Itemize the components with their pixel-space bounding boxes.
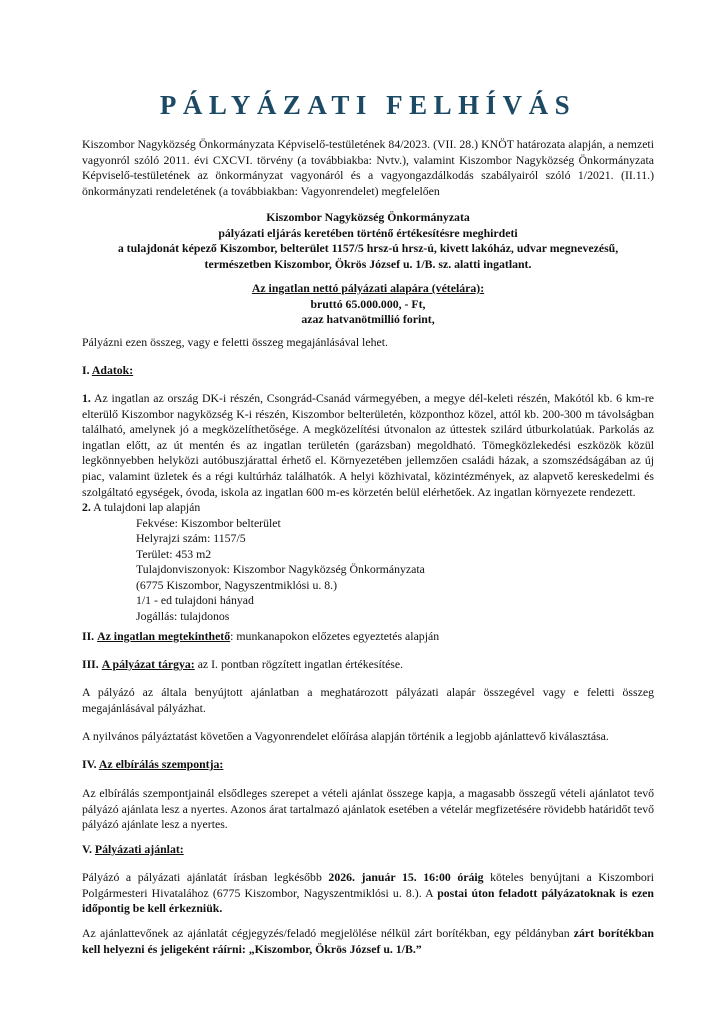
price-heading: Az ingatlan nettó pályázati alapára (vételára): <box>251 281 485 295</box>
section-5-paragraph-1 <box>82 870 654 917</box>
detail-owner-address: (6775 Kiszombor, Nagyszentmiklósi u. 8.) <box>136 577 338 592</box>
paragraph-1-number: 1. <box>82 391 91 405</box>
announcement-line-4: természetben Kiszombor, Ökrös József u. 1/B. sz. alatti ingatlant. <box>204 256 532 271</box>
section-5-heading <box>82 842 654 858</box>
announcement-line-2: pályázati eljárás keretében történő értékesítésre meghirdeti <box>218 225 518 240</box>
property-details <box>82 516 654 625</box>
section-2-number: II. <box>82 629 95 643</box>
paragraph-2-number: 2. <box>82 500 91 514</box>
envelope-password: zárt borítékban kell helyezni és jeligeként ráírni: „Kiszombor, Ökrös József u. 1/B.” <box>82 926 654 956</box>
detail-area: Terület: 453 m2 <box>136 546 212 561</box>
section-4-paragraph: Az elbírálás szempontjainál elsődleges szerepet a vételi ajánlat összege kapja, a magasabb összegű vételi ajánlatot tevő pályázó ajánlata lesz a nyertes. Azonos árat tartalmazó ajánlatok esetében a vételár megfizetésére rövidebb határidőt tevő pályázó ajánlate lesz a nyertes. <box>82 786 654 832</box>
bid-note: Pályázni ezen összeg, vagy e feletti összeg megajánlásával lehet. <box>82 335 388 349</box>
intro-paragraph: Kiszombor Nagyközség Önkormányzata Képviselő-testületének 84/2023. (VII. 28.) KNÖT határozata alapján, a nemzeti vagyonról szóló 2011. évi CXCVI. törvény (a továbbiakba: Nvtv.), valamint Kiszombor Nagyközség Önkormányzata Képviselő-testületének az önkormányzat vagyonáról és a vagyongazdálkodás szabályairól szóló 1/2021. (II.11.) önkormányzati rendeletének (a továbbiakban: Vagyonrendelet) megfelelően <box>82 137 654 198</box>
section-4-title: Az elbírálás szempontja: <box>98 757 224 771</box>
detail-ownership: Tulajdonviszonyok: Kiszombor Nagyközség Önkormányzata <box>136 562 425 577</box>
document-title: PÁLYÁZATI FELHÍVÁS <box>159 90 577 120</box>
announcement-line-3: a tulajdonát képező Kiszombor, belterület 1157/5 hrsz-ú hrsz-ú, kivett lakóház, udvar megnevezésű, <box>117 241 619 256</box>
price-in-words: azaz hatvanötmillió forint, <box>301 312 435 327</box>
price-block <box>82 281 654 328</box>
section-3-text: az I. pontban rögzített ingatlan értékesítése. <box>194 657 404 671</box>
submission-text: Pályázó a pályázati ajánlatát írásban legkésőbb <box>82 870 329 884</box>
announcement-line-1: Kiszombor Nagyközség Önkormányzata <box>266 210 470 224</box>
section-2-text: : munkanapokon előzetes egyeztetés alapján <box>230 629 440 643</box>
section-2 <box>82 629 654 645</box>
announcement-block <box>82 210 654 272</box>
submission-address-text: köteles benyújtani a Kiszombori Polgármesteri Hivatalához (6775 Kiszombor, Nagyszentmiklósi u. 8.). A <box>82 870 655 900</box>
detail-parcel-number: Helyrajzi szám: 1157/5 <box>136 531 246 546</box>
envelope-text: Az ajánlattevőnek az ajánlatát cégjegyzés/feladó megjelölése nélkül zárt borítékban, egy példányban <box>82 926 574 940</box>
section-2-title: Az ingatlan megtekinthető <box>97 629 231 643</box>
section-1-number: I. <box>82 363 90 377</box>
detail-legal-status: Jogállás: tulajdonos <box>136 608 230 623</box>
section-5-title: Pályázati ajánlat: <box>94 842 184 856</box>
section-5-number: V. <box>82 842 92 856</box>
paragraph-2-text: A tulajdoni lap alapján <box>93 500 201 514</box>
section-3-paragraph-2: A nyilvános pályáztatást követően a Vagyonrendelet előírása alapján történik a legjobb ajánlattevő kiválasztása. <box>82 729 609 743</box>
section-5-paragraph-2 <box>82 926 654 957</box>
section-4-number: IV. <box>82 757 97 771</box>
detail-share: 1/1 - ed tulajdoni hányad <box>136 593 254 608</box>
section-1-paragraph-2 <box>82 500 654 624</box>
section-1-heading <box>82 363 654 379</box>
paragraph-1-text: Az ingatlan az ország DK-i részén, Csongrád-Csanád vármegyében, a megye dél-keleti részén, Makótól kb. 6 km-re elterülő Kiszombor nagyközség K-i részén, Kiszombor belterületén, központhoz közel, attól kb. 200-300 m távolságban található, amelynek jó a megközelíthetősége. A megközelítési útvonalon az úttestek szilárd útburkolatúak. Parkolás az ingatlan előtt, az út mentén és az ingatlan területén (garázsban) megoldható. Tömegközlekedési eszközök közül legkönnyebben helyközi autóbuszjárattal érhető el. Környezetében jellemzően családi házak, a szomszédságában az új piac, valamint üzletek és a régi kultúrház találhatók. A helyi közhivatal, közintézmények, az alapvető kereskedelmi és szolgáltató egységek, óvoda, iskola az ingatlan 600 m-es körzetén belül elérhetőek. Az ingatlan környezete rendezett. <box>82 391 654 499</box>
price-amount: bruttó 65.000.000, - Ft, <box>310 296 426 311</box>
detail-location: Fekvése: Kiszombor belterület <box>136 515 281 530</box>
section-3-title: A pályázat tárgya: <box>101 657 195 671</box>
section-3-paragraph-1: A pályázó az általa benyújtott ajánlatban a meghatározott pályázati alapár összegével vagy e feletti összeg megajánlásával pályázhat. <box>82 685 654 715</box>
section-1-title: Adatok: <box>91 363 134 377</box>
postal-note: postai úton feladott pályázatoknak is ezen időpontig be kell érkezniük. <box>82 885 654 916</box>
section-3-number: III. <box>82 657 99 671</box>
section-1-paragraph-1 <box>82 391 654 500</box>
submission-deadline: 2026. január 15. 16:00 óráig <box>328 870 484 884</box>
section-4-heading <box>82 757 654 773</box>
section-3 <box>82 657 654 673</box>
